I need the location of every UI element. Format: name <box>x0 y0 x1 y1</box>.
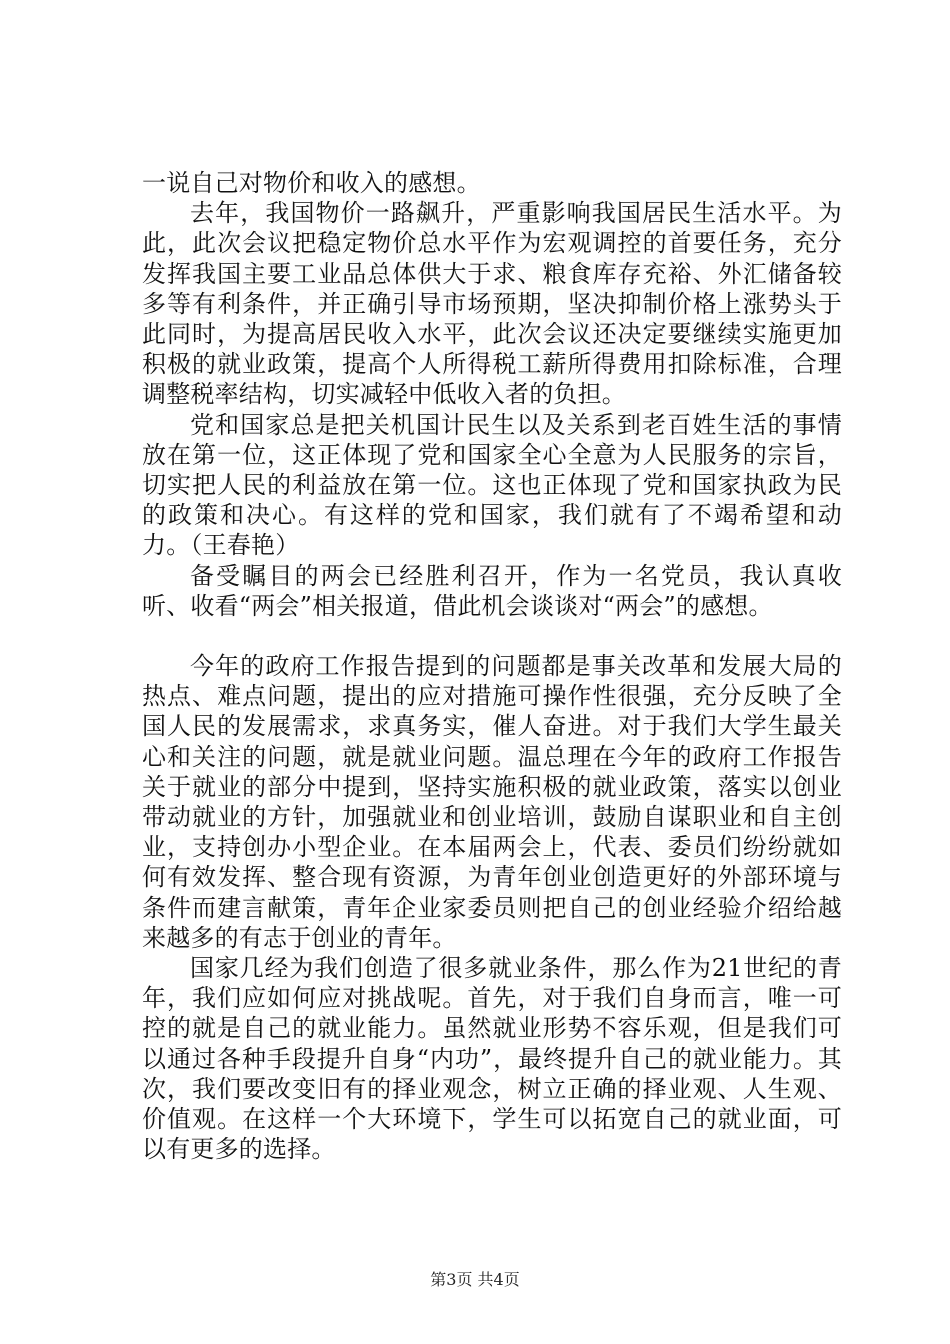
paragraph-prices: 去年，我国物价一路飙升，严重影响我国居民生活水平。为此，此次会议把稳定物价总水平作为宏观调控的首要任务，充分发挥我国主要工业品总体供大于求、粮食库存充裕、外汇储备较多等有利条件，并正确引导市场预期，坚决抑制价格上涨势头于此同时，为提高居民收入水平，此次会议还决定要继续实施更加积极的就业政策，提高个人所得税工薪所得费用扣除标准，合理调整税率结构，切实减轻中低收入者的负担。 <box>142 199 842 409</box>
page-footer: 第3页 共4页 <box>430 1270 520 1289</box>
paragraph-youth-employment: 国家几经为我们创造了很多就业条件，那么作为21世纪的青年，我们应如何应对挑战呢。首先，对于我们自身而言，唯一可控的就是自己的就业能力。虽然就业形势不容乐观，但是我们可以通过各种手段提升自身“内功”，最终提升自己的就业能力。其次，我们要改变旧有的择业观念，树立正确的择业观、人生观、价值观。在这样一个大环境下，学生可以拓宽自己的就业面，可以有更多的选择。 <box>142 954 842 1164</box>
paragraph-party-and-state: 党和国家总是把关机国计民生以及关系到老百姓生活的事情放在第一位，这正体现了党和国家全心全意为人民服务的宗旨，切实把人民的利益放在第一位。这也正体现了党和国家执政为民的政策和决心。有这样的党和国家，我们就有了不竭希望和动力。（王春艳） <box>142 410 842 560</box>
paragraph-continuation: 一说自己对物价和收入的感想。 <box>142 169 481 197</box>
paragraph-government-report: 今年的政府工作报告提到的问题都是事关改革和发展大局的热点、难点问题，提出的应对措施可操作性很强，充分反映了全国人民的发展需求，求真务实，催人奋进。对于我们大学生最关心和关注的问题，就是就业问题。温总理在今年的政府工作报告关于就业的部分中提到，坚持实施积极的就业政策，落实以创业带动就业的方针，加强就业和创业培训，鼓励自谋职业和自主创业，支持创办小型企业。在本届两会上，代表、委员们纷纷就如何有效发挥、整合现有资源，为青年创业创造更好的外部环境与条件而建言献策，青年企业家委员则把自己的创业经验介绍给越来越多的有志于创业的青年。 <box>142 652 842 952</box>
paragraph-two-sessions-intro: 备受瞩目的两会已经胜利召开，作为一名党员，我认真收听、收看“两会”相关报道，借此机会谈谈对“两会”的感想。 <box>142 561 842 620</box>
document-body <box>142 168 842 1165</box>
